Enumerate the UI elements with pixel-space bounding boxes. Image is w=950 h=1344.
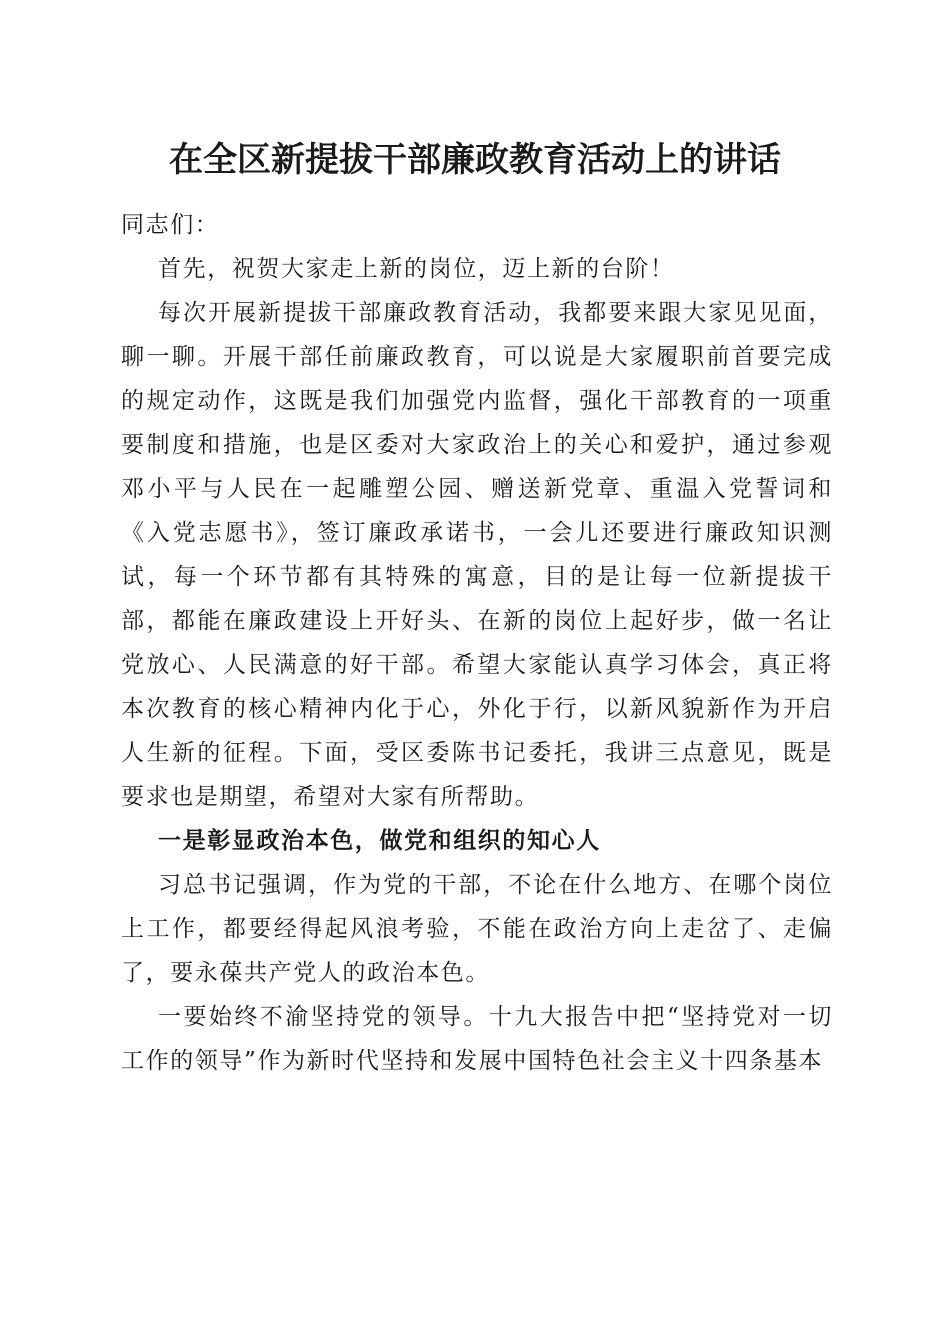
paragraph-section-intro: 习总书记强调，作为党的干部，不论在什么地方、在哪个岗位上工作，都要经得起风浪考验，不能在政治方向上走岔了、走偏了，要永葆共产党人的政治本色。 [121, 872, 833, 986]
salutation: 同志们： [121, 212, 220, 238]
paragraph-introduction: 每次开展新提拔干部廉政教育活动，我都要来跟大家见见面，聊一聊。开展干部任前廉政教育，可以说是大家履职前首要完成的规定动作，这既是我们加强党内监督，强化干部教育的一项重要制度和措施，也是区委对大家政治上的关心和爱护，通过参观邓小平与人民在一起雕塑公园、赠送新党章、重温入党誓词和《入党志愿书》，签订廉政承诺书，一会儿还要进行廉政知识测试，每一个环节都有其特殊的寓意，目的是让每一位新提拔干部，都能在廉政建设上开好头、在新的岗位上起好步，做一名让党放心、人民满意的好干部。希望大家能认真学习体会，真正将本次教育的核心精神内化于心，外化于行，以新风貌新作为开启人生新的征程。下面，受区委陈书记委托，我讲三点意见，既是要求也是期望，希望对大家有所帮助。 [121, 300, 833, 810]
paragraph-congratulations: 首先，祝贺大家走上新的岗位，迈上新的台阶！ [158, 256, 675, 282]
document-body [121, 203, 833, 1083]
paragraph-party-leadership: 一要始终不渝坚持党的领导。十九大报告中把“坚持党对一切工作的领导”作为新时代坚持和发展中国特色社会主义十四条基本 [121, 1004, 833, 1074]
document-title: 在全区新提拔干部廉政教育活动上的讲话 [169, 140, 781, 180]
section-heading: 一是彰显政治本色，做党和组织的知心人 [158, 827, 601, 854]
